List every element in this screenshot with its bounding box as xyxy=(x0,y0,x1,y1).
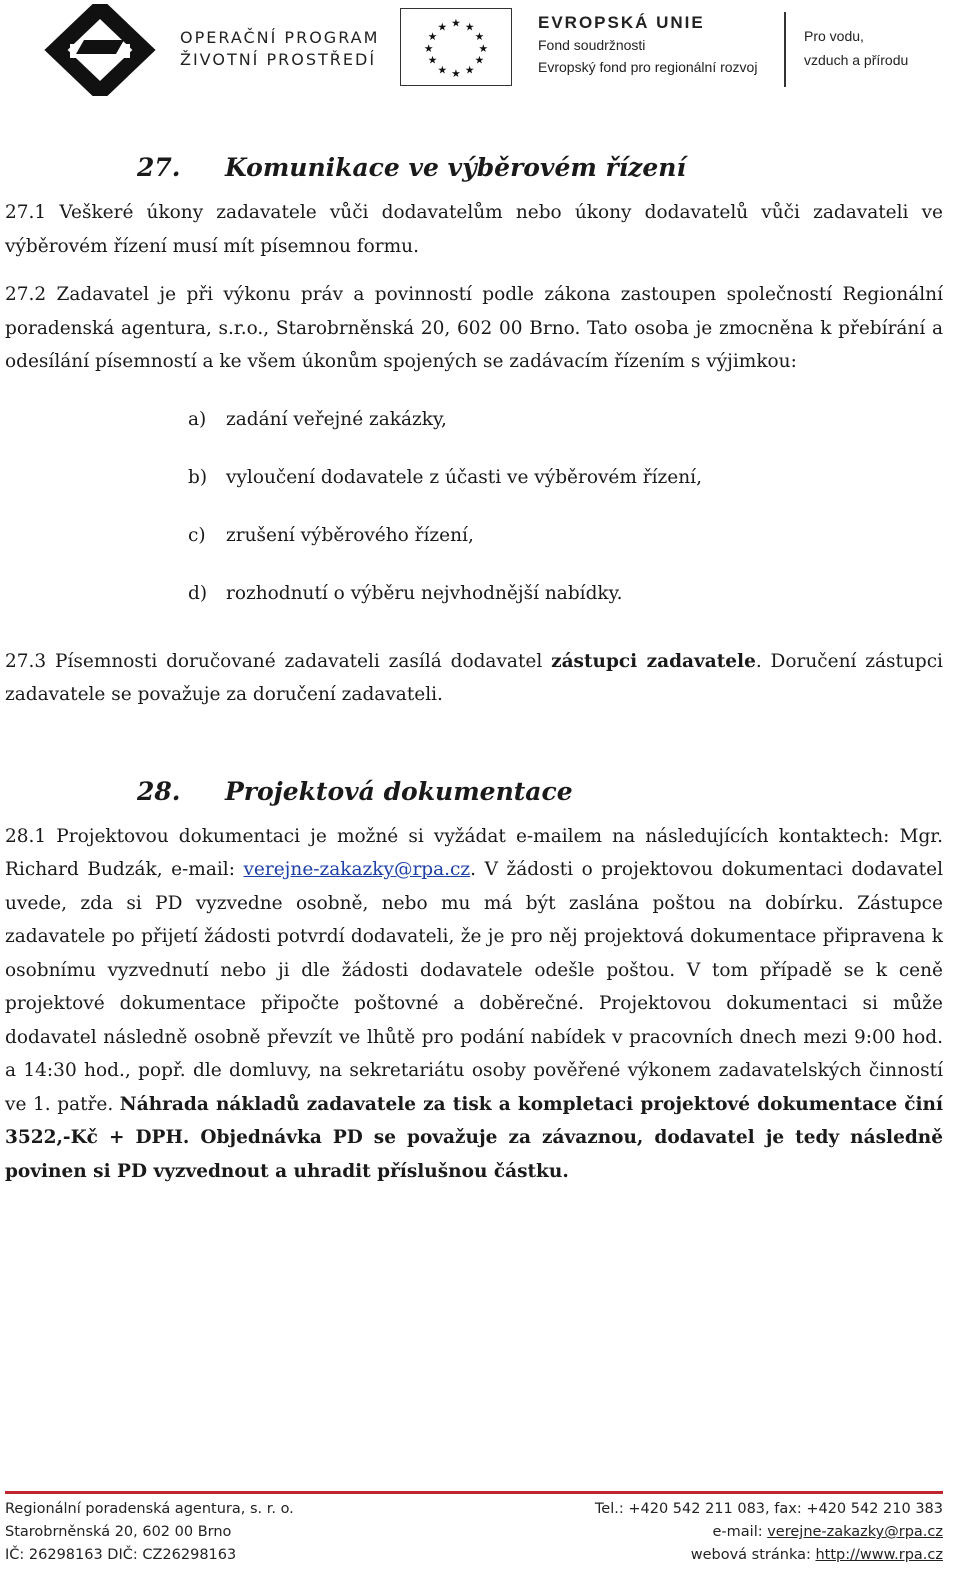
svg-text:★: ★ xyxy=(423,41,434,55)
section-27-title: Komunikace ve výběrovém řízení xyxy=(225,153,686,182)
footer-email-line: e-mail: verejne-zakazky@rpa.cz xyxy=(712,1524,943,1540)
list-item: c) zrušení výběrového řízení, xyxy=(188,524,474,546)
svg-text:★: ★ xyxy=(427,30,438,44)
program-line-1: OPERAČNÍ PROGRAM xyxy=(180,28,380,47)
footer-web-link[interactable]: http://www.rpa.cz xyxy=(815,1547,943,1563)
program-line-2: ŽIVOTNÍ PROSTŘEDÍ xyxy=(180,50,377,69)
svg-text:★: ★ xyxy=(464,20,475,34)
contact-email-link[interactable]: verejne-zakazky@rpa.cz xyxy=(243,859,471,880)
footer-address: Starobrněnská 20, 602 00 Brno xyxy=(5,1524,232,1540)
header-divider xyxy=(784,12,786,87)
section-27-number: 27. xyxy=(137,153,181,182)
svg-text:★: ★ xyxy=(427,53,438,67)
svg-text:★: ★ xyxy=(437,20,448,34)
list-item: b) vyloučení dodavatele z účasti ve výběrovém řízení, xyxy=(188,466,702,488)
document-body xyxy=(5,140,943,1188)
footer-rule xyxy=(5,1491,943,1494)
section-28-heading xyxy=(5,764,943,820)
footer-phone: Tel.: +420 542 211 083, fax: +420 542 210 383 xyxy=(594,1501,943,1517)
svg-text:★: ★ xyxy=(451,67,461,81)
footer-company: Regionální poradenská agentura, s. r. o. xyxy=(5,1501,294,1517)
eu-label xyxy=(538,12,757,78)
list-item: d) rozhodnutí o výběru nejvhodnější nabídky. xyxy=(188,582,623,604)
footer-web-line: webová stránka: http://www.rpa.cz xyxy=(690,1547,943,1563)
svg-text:★: ★ xyxy=(474,30,485,44)
paragraph-27-1: 27.1 Veškeré úkony zadavatele vůči dodavatelům nebo úkony dodavatelů vůči zadavateli ve výběrovém řízení musí mít písemnou formu. xyxy=(5,202,943,257)
exception-list xyxy=(188,403,943,635)
slogan-line-1: Pro vodu, xyxy=(804,28,864,44)
page-header xyxy=(0,0,960,110)
section-28-number: 28. xyxy=(137,776,181,806)
section-28-title: Projektová dokumentace xyxy=(225,776,573,806)
svg-text:★: ★ xyxy=(437,63,448,77)
eu-fund-1: Fond soudržnosti xyxy=(538,37,646,53)
footer-email-link[interactable]: verejne-zakazky@rpa.cz xyxy=(767,1524,943,1540)
eu-fund-2: Evropský fond pro regionální rozvoj xyxy=(538,59,758,75)
list-item: a) zadání veřejné zakázky, xyxy=(188,408,447,430)
section-27-heading xyxy=(5,140,943,196)
footer-company-info xyxy=(5,1498,294,1567)
paragraph-27-2: 27.2 Zadavatel je při výkonu práv a povinností podle zákona zastoupen společností Regionální poradenská agentura, s.r.o., Starobrněnská 20, 602 00 Brno. Tato osoba je zmocněna k přebírání a odesílání písemností a ke všem úkonům spojených se zadávacím řízením s výjimkou: xyxy=(5,284,943,372)
footer-ids: IČ: 26298163 DIČ: CZ26298163 xyxy=(5,1547,237,1563)
slogan-line-2: vzduch a přírodu xyxy=(804,52,909,68)
svg-text:★: ★ xyxy=(464,63,475,77)
svg-text:★: ★ xyxy=(474,53,485,67)
footer-contact-info xyxy=(595,1498,943,1567)
program-name xyxy=(180,27,379,71)
svg-text:★: ★ xyxy=(478,41,489,55)
paragraph-28-1: 28.1 Projektovou dokumentaci je možné si vyžádat e-mailem na následujících kontaktech: Mgr. Richard Budzák, e-mail: verejne-zakazky@rpa.cz. V žádosti o projektovou dokumentaci dodavatel uvede, zda si PD vyzvedne osobně, nebo mu má být zaslána poštou na dobírku. Zástupce zadavatele po přijetí žádosti potvrdí dodavateli, že je pro něj projektová dokumentace připravena k osobnímu vyzvednutí nebo ji dle žádosti dodavatele odešle poštou. V tom případě se k ceně projektové dokumentace připočte poštovné a doběrečné. Projektovou dokumentaci si může dodavatel následně osobně převzít ve lhůtě pro podání nabídek v pracovních dnech mezi 9:00 hod. a 14:30 hod., popř. dle domluvy, na sekretariátu osoby pověřené výkonem zadavatelských činností ve 1. patře. Náhrada nákladů zadavatele za tisk a kompletaci projektové dokumentace činí 3522,-Kč + DPH. Objednávka PD se považuje za závaznou, dodavatel je tedy následně povinen si PD vyzvednout a uhradit příslušnou částku. xyxy=(5,825,944,1182)
paragraph-27-3: 27.3 Písemnosti doručované zadavateli zasílá dodavatel zástupci zadavatele. Doručení zástupci zadavatele se považuje za doručení zadavateli. xyxy=(5,650,943,705)
opzp-logo-icon xyxy=(40,4,160,96)
eu-flag-icon xyxy=(400,8,512,86)
slogan xyxy=(804,24,908,72)
svg-text:★: ★ xyxy=(451,16,461,30)
eu-title: EVROPSKÁ UNIE xyxy=(538,13,705,32)
